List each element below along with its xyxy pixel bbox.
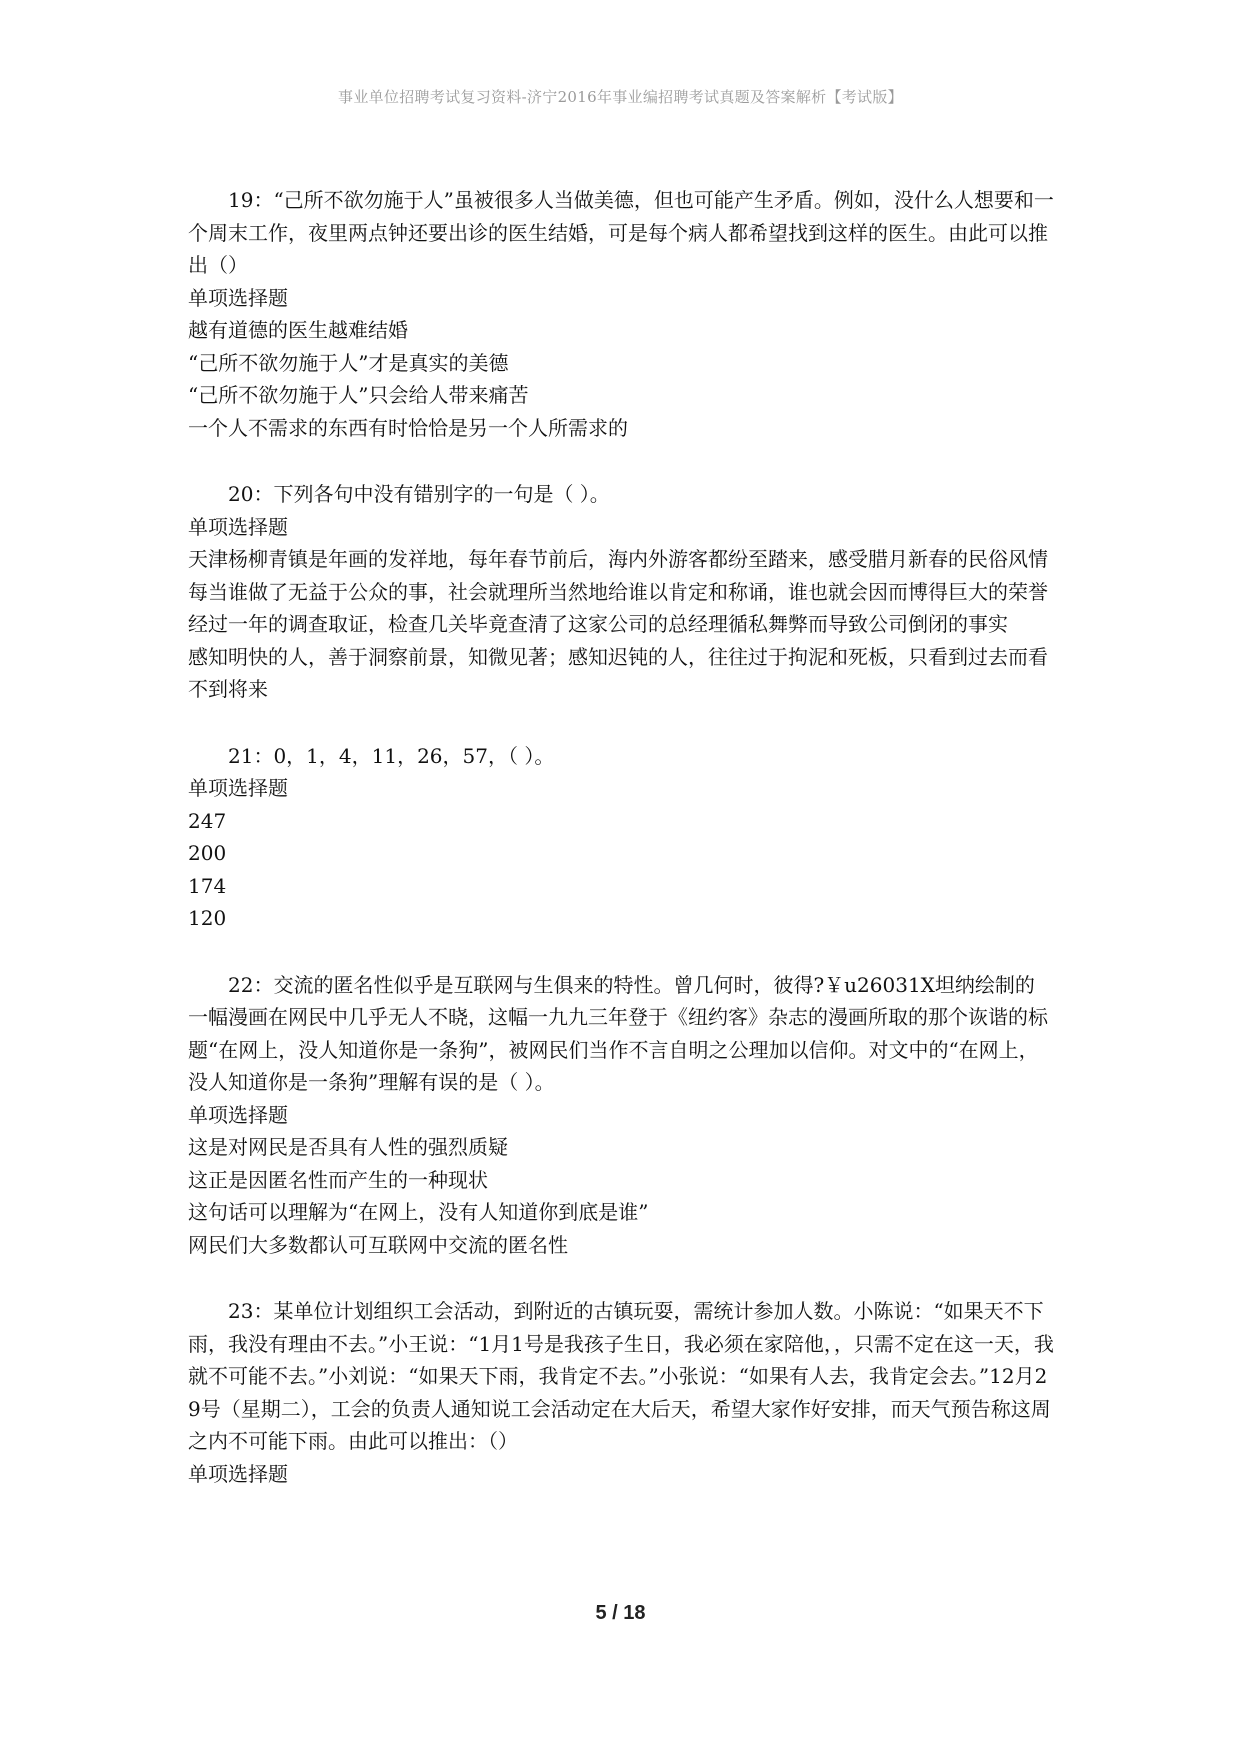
option-text: 200	[188, 841, 227, 865]
question-stem: 22：交流的匿名性似乎是互联网与生俱来的特性。曾几何时，彼得?￥u26031X坦纳绘制的一幅漫画在网民中几乎无人不晓，这幅一九九三年登于《纽约客》杂志的漫画所取的那个诙谐的标题“在网上，没人知道你是一条狗”，被网民们当作不言自明之公理加以信仰。对文中的“在网上，没人知道你是一条狗”理解有误的是（ ）。	[188, 972, 1048, 1094]
question-stem: 20：下列各句中没有错别字的一句是（ ）。	[228, 482, 610, 506]
option-text: 天津杨柳青镇是年画的发祥地，每年春节前后，海内外游客都纷至踏来，感受腊月新春的民俗风情	[188, 547, 1048, 571]
page-header: 事业单位招聘考试复习资料-济宁2016年事业编招聘考试真题及答案解析【考试版】	[338, 88, 903, 106]
question-type: 单项选择题	[188, 514, 288, 539]
option-text: 这句话可以理解为“在网上，没有人知道你到底是谁”	[188, 1200, 649, 1224]
question-type: 单项选择题	[188, 1461, 288, 1486]
option-text: 这正是因匿名性而产生的一种现状	[188, 1167, 488, 1192]
question-23	[188, 1295, 1054, 1490]
option-text: 一个人不需求的东西有时恰恰是另一个人所需求的	[188, 415, 628, 440]
question-type: 单项选择题	[188, 1102, 288, 1127]
option-text: 174	[188, 873, 227, 898]
question-type: 单项选择题	[188, 285, 288, 310]
option-text: 247	[188, 808, 227, 833]
option-text: 这是对网民是否具有人性的强烈质疑	[188, 1135, 508, 1159]
option-text: 每当谁做了无益于公众的事，社会就理所当然地给谁以肯定和称诵，谁也就会因而博得巨大的荣誉	[188, 579, 1048, 604]
document-body	[188, 184, 1054, 1524]
question-21	[188, 740, 1054, 935]
option-text: “己所不欲勿施于人”才是真实的美德	[188, 350, 509, 375]
question-stem: 23：某单位计划组织工会活动，到附近的古镇玩耍，需统计参加人数。小陈说：“如果天不下雨，我没有理由不去。”小王说：“1月1号是我孩子生日，我必须在家陪他，，只需不定在这一天，我就不可能不去。”小刘说：“如果天下雨，我肯定不去。”小张说：“如果有人去，我肯定会去。”12月29号（星期二），工会的负责人通知说工会活动定在大后天，希望大家作好安排，而天气预告称这周之内不可能下雨。由此可以推出：（）	[188, 1299, 1054, 1453]
option-text: 120	[188, 906, 227, 930]
page-number: 5 / 18	[595, 1602, 646, 1624]
option-text: “己所不欲勿施于人”只会给人带来痛苦	[188, 383, 529, 407]
question-19	[188, 184, 1054, 444]
option-text: 越有道德的医生越难结婚	[188, 318, 408, 342]
option-text: 网民们大多数都认可互联网中交流的匿名性	[188, 1232, 568, 1257]
option-text: 经过一年的调查取证，检查几关毕竟查清了这家公司的总经理循私舞弊而导致公司倒闭的事实	[188, 612, 1008, 636]
option-text: 感知明快的人，善于洞察前景，知微见著；感知迟钝的人，往往过于拘泥和死板，只看到过去而看不到将来	[188, 644, 1048, 701]
question-20	[188, 478, 1054, 706]
question-stem: 21：0，1，4，11，26，57，（ ）。	[228, 743, 555, 768]
question-stem: 19：“己所不欲勿施于人”虽被很多人当做美德，但也可能产生矛盾。例如，没什么人想要和一个周末工作，夜里两点钟还要出诊的医生结婚，可是每个病人都希望找到这样的医生。由此可以推出（）	[188, 188, 1054, 277]
question-22	[188, 969, 1054, 1262]
question-type: 单项选择题	[188, 776, 288, 800]
